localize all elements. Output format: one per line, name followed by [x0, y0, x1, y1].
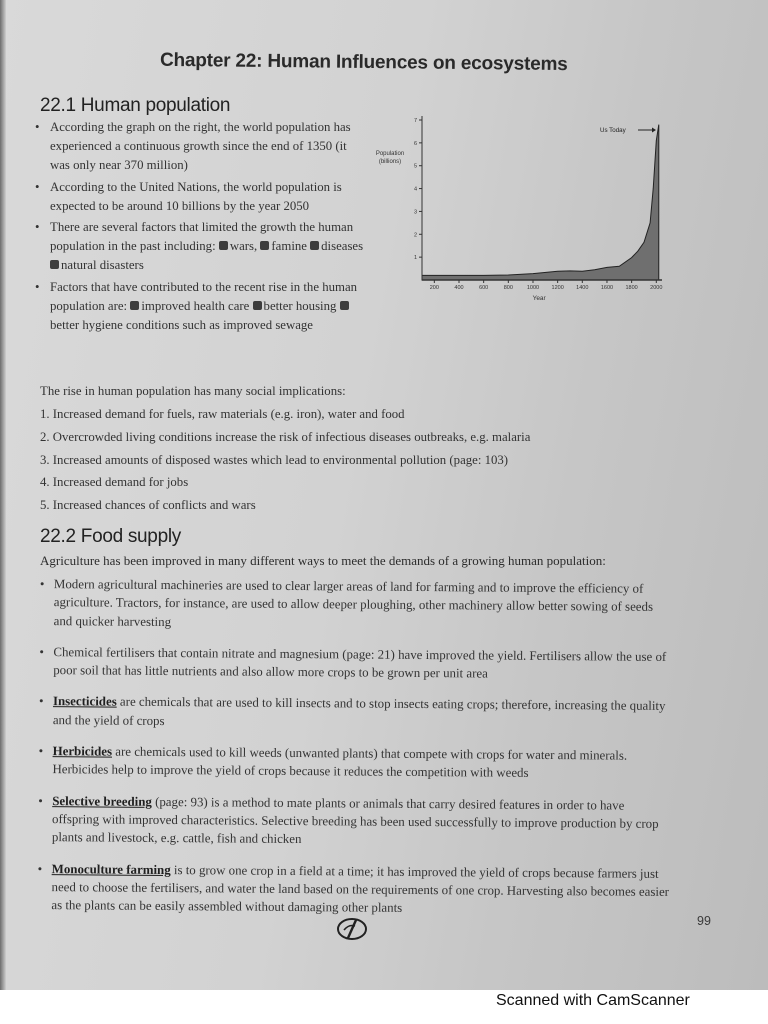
- food-term: Selective breeding: [52, 793, 152, 809]
- food-text: Chemical fertilisers that contain nitrate and magnesium (page: 21) have improved the yield. Fertilisers allow the use of poor soil that has little nutrients and also allow more crops to be grown per unit area: [53, 645, 667, 681]
- population-bullet: [32, 278, 368, 336]
- publisher-logo-icon: [336, 916, 368, 942]
- implication-item: 2. Overcrowded living conditions increase the risk of infectious diseases outbreaks, e.g. malaria: [40, 429, 531, 444]
- implication-item: 3. Increased amounts of disposed wastes which lead to environmental pollution (page: 103): [40, 452, 509, 467]
- square-bullet-icon: [50, 260, 59, 269]
- food-term: Insecticides: [52, 694, 117, 710]
- y-tick-label: 7: [413, 118, 417, 124]
- food-list: [35, 575, 674, 932]
- factor-item: wars,: [229, 239, 258, 254]
- page-number: 99: [697, 914, 711, 928]
- x-tick-label: 600: [479, 285, 489, 291]
- food-item: [38, 575, 674, 635]
- implications-block: [40, 383, 600, 520]
- y-tick-label: 2: [413, 232, 417, 239]
- x-tick-label: 2000: [650, 285, 663, 291]
- x-tick-label: 1800: [625, 285, 638, 291]
- population-area: [422, 125, 659, 280]
- square-bullet-icon: [130, 301, 139, 310]
- population-bullet: [32, 118, 368, 176]
- y-axis-label: (billions): [378, 159, 402, 165]
- food-item: [37, 692, 673, 734]
- chapter-title: Chapter 22: Human Influences on ecosystems: [159, 49, 568, 76]
- food-text: (page: 93) is a method to mate plants or animals that carry desired features in order to have offspring with improved characteristics. Selective breeding has been used successfully to improve production by crop plants and livestock, e.g. cattle, fish and chicken: [51, 794, 659, 847]
- x-tick-label: 800: [503, 285, 513, 291]
- implication-item: 5. Increased chances of conflicts and wars: [40, 498, 256, 513]
- scanner-footer: Scanned with CamScanner: [496, 992, 690, 1009]
- factor-item: diseases: [321, 239, 364, 254]
- x-tick-label: 1600: [600, 285, 614, 291]
- food-term: Monoculture farming: [51, 861, 171, 877]
- population-bullets: [32, 118, 368, 337]
- square-bullet-icon: [253, 301, 262, 310]
- food-item: [37, 643, 673, 685]
- factor-item: better hygiene conditions such as improved sewage: [50, 318, 313, 333]
- implication-item: 1. Increased demand for fuels, raw materials (e.g. iron), water and food: [40, 407, 405, 421]
- food-item: [36, 792, 672, 852]
- x-tick-label: 400: [454, 285, 464, 291]
- y-tick-label: 6: [413, 140, 417, 147]
- bullet-text: Factors that have contributed to the recent rise in the human population are:: [50, 279, 358, 313]
- annotation-arrowhead: [652, 128, 656, 133]
- x-tick-label: 1000: [526, 285, 540, 291]
- implications-intro: The rise in human population has many social implications:: [40, 384, 346, 398]
- food-text: are chemicals that are used to kill insects and to stop insects eating crops; therefore, increasing the quality and the yield of crops: [52, 695, 666, 728]
- implication-item: 4. Increased demand for jobs: [40, 475, 189, 490]
- annotation-label: Us Today: [600, 127, 626, 134]
- y-tick-label: 5: [413, 163, 417, 170]
- food-item: [36, 742, 672, 784]
- food-text: are chemicals used to kill weeds (unwanted plants) that compete with crops for water and minerals. Herbicides help to improve the yield of crops because it reduces the competition with weeds: [52, 744, 628, 781]
- x-axis-label: Year: [532, 295, 546, 302]
- factor-item: natural disasters: [61, 258, 144, 273]
- food-intro: Agriculture has been improved in many different ways to meet the demands of a growing human population:: [40, 553, 606, 568]
- bullet-text: According the graph on the right, the world population has experienced a continuous growth since the end of 1350 (it was only near 370 million): [50, 120, 351, 173]
- population-bullet: [32, 178, 368, 216]
- square-bullet-icon: [340, 301, 349, 310]
- y-axis-label: Population: [375, 151, 405, 157]
- bullet-text: There are several factors that limited the growth the human population in the past including:: [50, 220, 354, 254]
- square-bullet-icon: [219, 241, 228, 250]
- y-tick-label: 1: [413, 255, 417, 262]
- food-item: [35, 860, 671, 920]
- y-tick-label: 4: [413, 186, 417, 193]
- y-tick-label: 3: [413, 209, 417, 216]
- square-bullet-icon: [310, 241, 319, 250]
- food-text: is to grow one crop in a field at a time; it has improved the yield of crops because farmers just need to choose the fertilisers, and water the land based on the requirements of one crop. Harvesting also becomes easier as the plants can be easily assembled without damaging other plants: [51, 862, 670, 916]
- population-chart: [372, 108, 672, 313]
- population-bullet: [32, 218, 368, 276]
- bullet-text: According to the United Nations, the world population is expected to be around 10 billions by the year 2050: [50, 179, 342, 213]
- factor-item: improved health care: [141, 298, 250, 313]
- factor-item: better housing: [263, 298, 337, 313]
- x-tick-label: 1400: [576, 285, 589, 291]
- section-heading-food: 22.2 Food supply: [40, 526, 181, 547]
- section-heading-population: 22.1 Human population: [40, 95, 231, 116]
- square-bullet-icon: [260, 241, 269, 250]
- implications-list: [40, 406, 600, 514]
- food-text: Modern agricultural machineries are used to clear larger areas of land for farming and to improve the efficiency of agriculture. Tractors, for instance, are used to allow deeper ploughing, other machinery allow better sowing of seeds and quicker harvesting: [53, 577, 654, 629]
- x-tick-label: 200: [429, 285, 439, 291]
- x-tick-label: 1200: [551, 285, 564, 291]
- food-term: Herbicides: [52, 744, 113, 759]
- factor-item: famine: [271, 239, 307, 254]
